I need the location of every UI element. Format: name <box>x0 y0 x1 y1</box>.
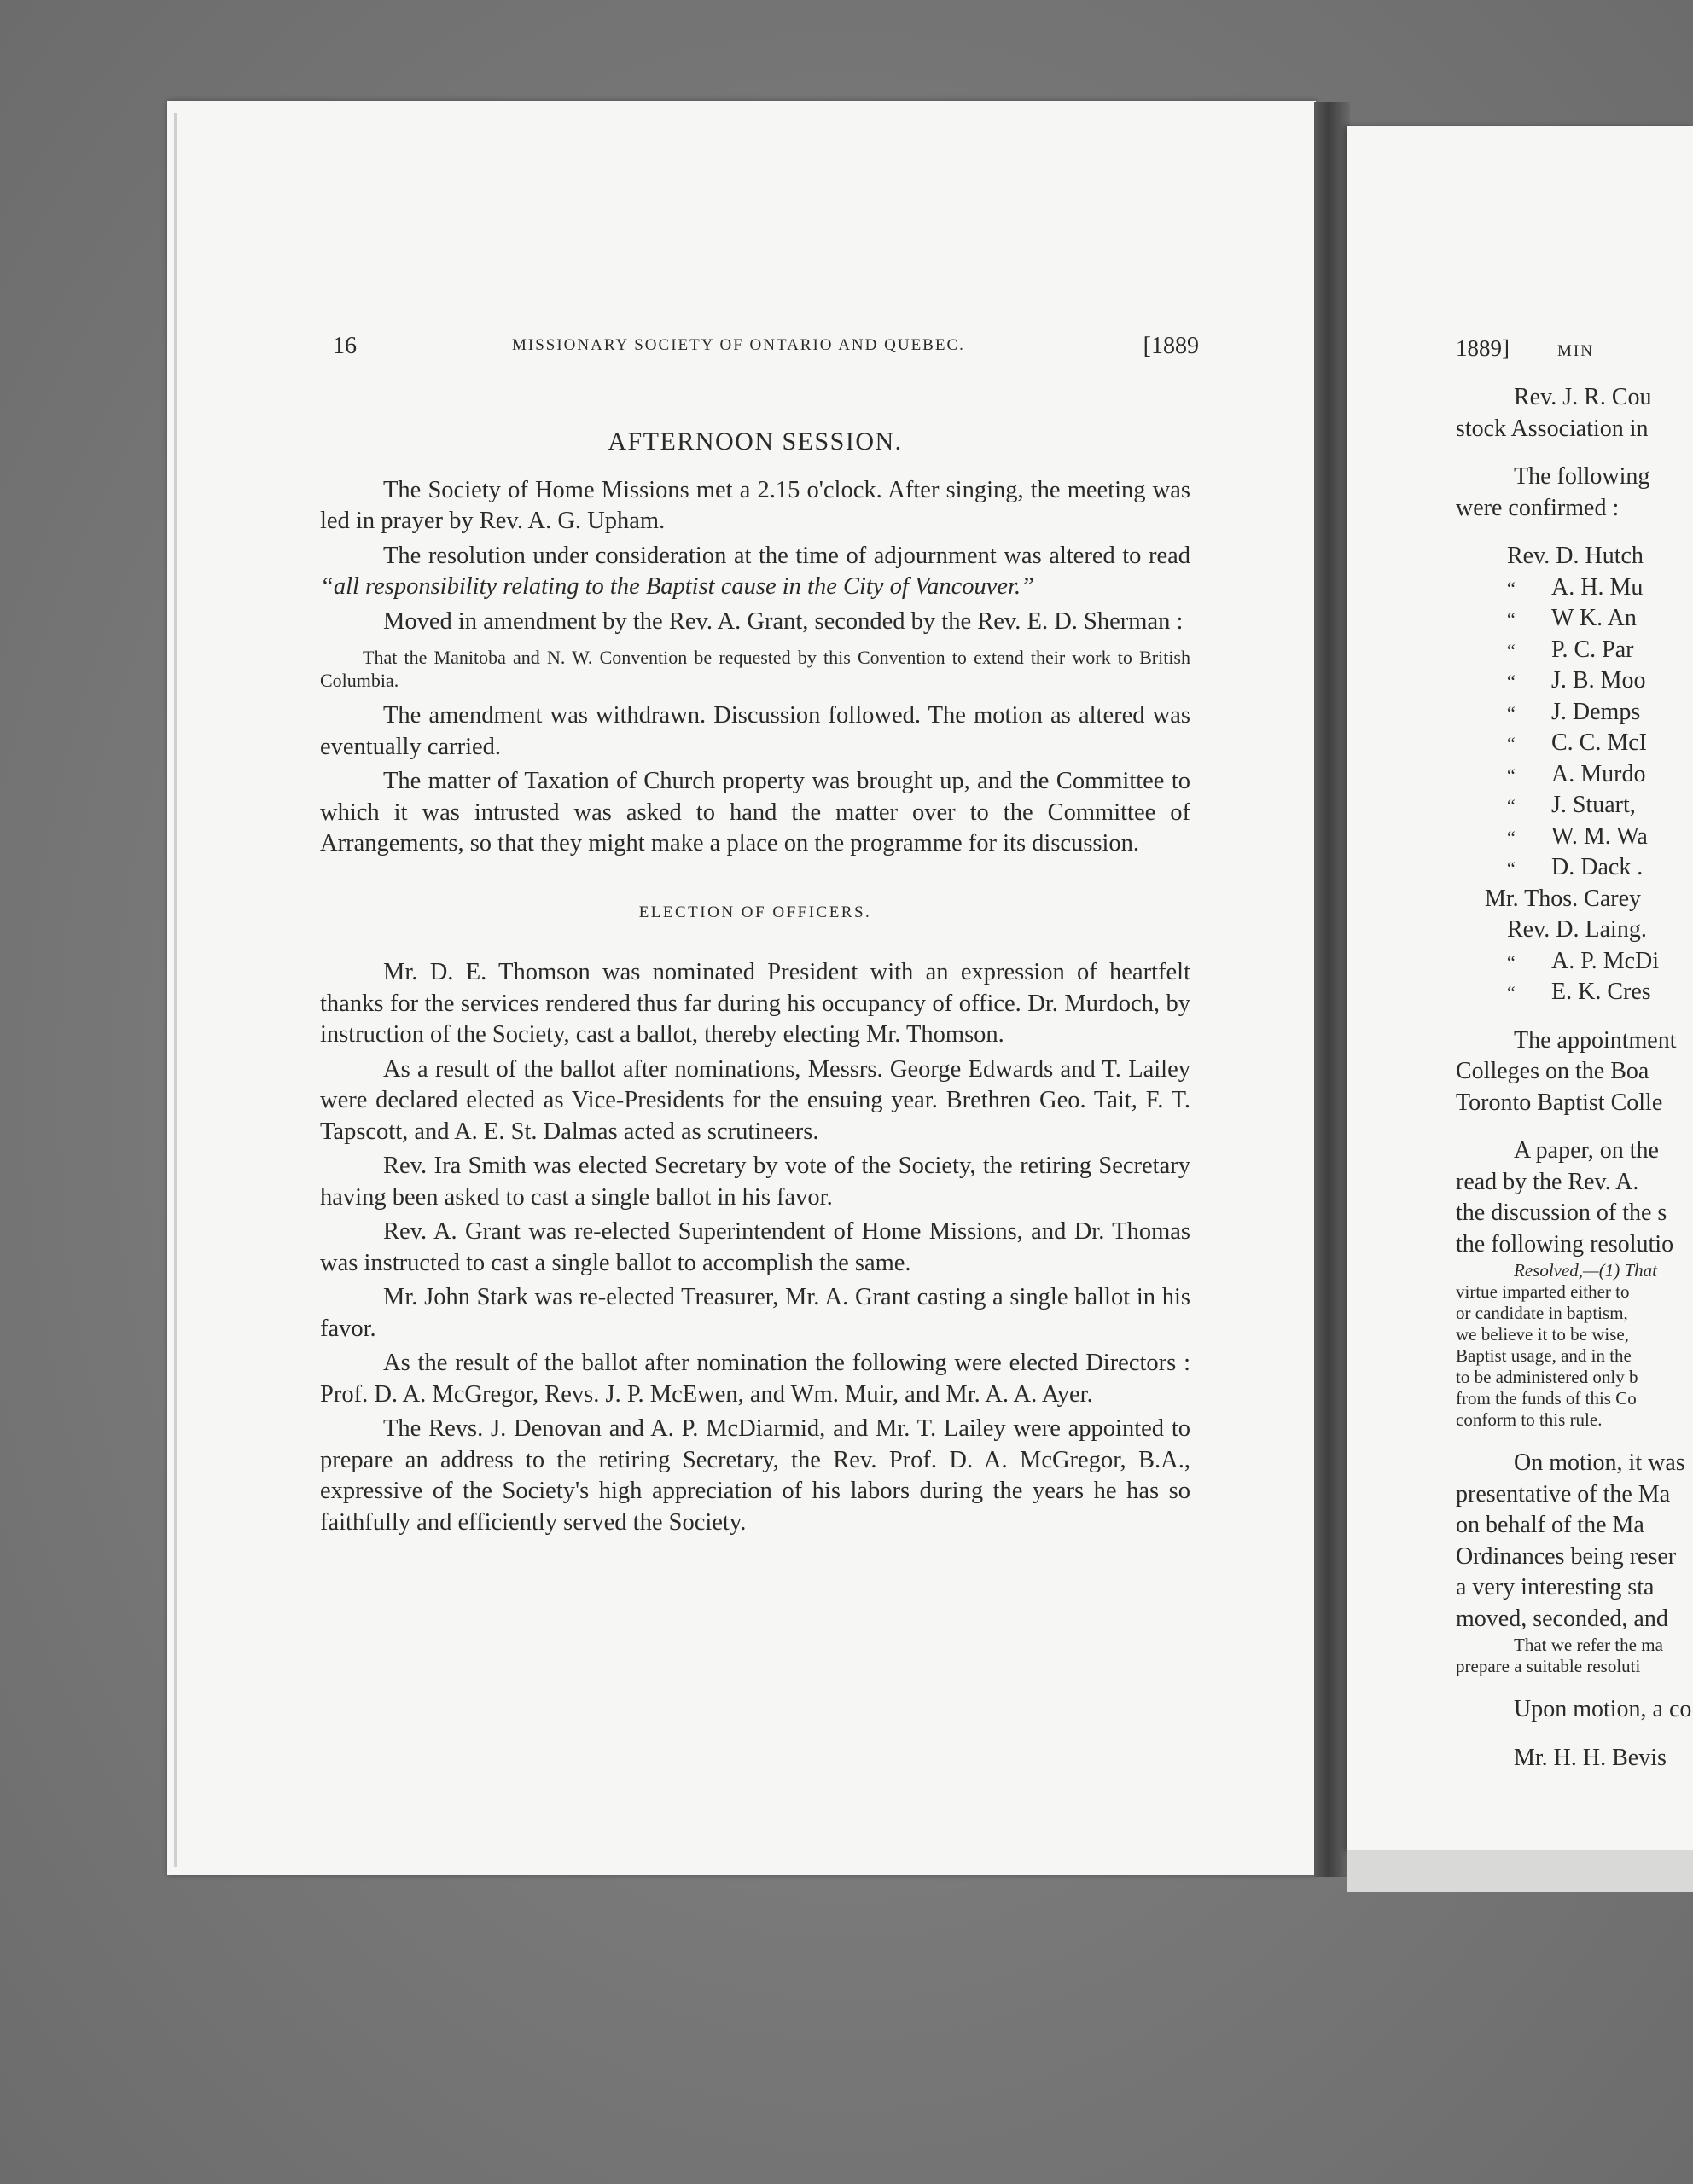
book-spine <box>1314 102 1350 1877</box>
text-line: Toronto Baptist Colle <box>1456 1089 1663 1116</box>
text-line: prepare a suitable resoluti <box>1456 1656 1641 1676</box>
list-item <box>1456 852 1693 884</box>
section-heading: ELECTION OF OFFICERS. <box>638 903 872 921</box>
ditto-mark: “ <box>1507 826 1516 848</box>
list-item <box>1456 759 1693 791</box>
text-line: to be administered only b <box>1456 1367 1638 1387</box>
ditto-mark: “ <box>1507 608 1516 630</box>
left-running-head <box>333 333 1199 367</box>
ditto-mark: “ <box>1507 982 1516 1003</box>
list-item: Rev. D. Laing. <box>1507 916 1647 943</box>
text-line: Baptist usage, and in the <box>1456 1345 1632 1366</box>
text-line: a very interesting sta <box>1456 1574 1655 1600</box>
right-running-head <box>1456 333 1693 365</box>
right-running-title: MIN <box>1557 342 1594 360</box>
list-item: Rev. D. Hutch <box>1507 543 1644 569</box>
ditto-mark: “ <box>1507 764 1516 786</box>
text-line: the following resolutio <box>1456 1230 1674 1258</box>
text-line: stock Association in <box>1456 415 1649 442</box>
ditto-mark: “ <box>1507 795 1516 816</box>
page-edge <box>1347 1850 1693 1892</box>
paragraph-amendment: Moved in amendment by the Rev. A. Grant, seconded by the Rev. E. D. Sherman : <box>383 607 1184 635</box>
text-line: the discussion of the s <box>1456 1199 1667 1226</box>
paragraph-president: Mr. D. E. Thomson was nominated President with an expression of heartfelt thanks for the services rendered thus far during his occupancy of office. Dr. Murdoch, by instruction of the Society, cast a ballot, thereby electing Mr. Thomson. <box>320 959 1190 1048</box>
list-item-name: D. Dack . <box>1551 854 1644 880</box>
list-item-name: A. P. McDi <box>1551 947 1660 974</box>
session-title: AFTERNOON SESSION. <box>608 427 903 456</box>
text-line: Upon motion, a co <box>1514 1696 1692 1722</box>
ditto-mark: “ <box>1507 577 1516 599</box>
running-year: [1889 <box>1143 333 1199 359</box>
list-item-name: J. B. Moo <box>1551 667 1646 694</box>
text-line: on behalf of the Ma <box>1456 1512 1644 1538</box>
list-item: Mr. Thos. Carey <box>1485 885 1642 912</box>
paragraph-directors: As the result of the ballot after nomination the following were elected Directors : Prof. D. A. McGregor, Revs. J. P. McEwen, and Wm. Muir, and Mr. A. A. Ayer. <box>320 1350 1190 1408</box>
text-line: from the funds of this Co <box>1456 1388 1637 1409</box>
list-item-name: E. K. Cres <box>1551 979 1651 1005</box>
list-item-name: C. C. McI <box>1551 729 1647 756</box>
paragraph-address: The Revs. J. Denovan and A. P. McDiarmid, and Mr. T. Lailey were appointed to prepare an address to the retiring Secretary, the Rev. Prof. D. A. McGregor, B.A., expressive of the Society's high appreciation of his labors during the years he has so faithfully and efficiently served the Society. <box>320 1415 1190 1536</box>
text-line: read by the Rev. A. <box>1456 1168 1639 1195</box>
ditto-mark: “ <box>1507 857 1516 879</box>
text-line: conform to this rule. <box>1456 1409 1603 1430</box>
list-item-name: J. Demps <box>1551 698 1641 725</box>
list-item <box>1456 603 1693 635</box>
paragraph-superintendent: Rev. A. Grant was re-elected Superintendent of Home Missions, and Dr. Thomas was instructed to cast a single ballot to accomplish the same. <box>320 1218 1190 1276</box>
list-item-name: W. M. Wa <box>1551 822 1648 850</box>
text-line: moved, seconded, and <box>1456 1605 1668 1632</box>
list-item <box>1456 728 1693 759</box>
page-number: 16 <box>333 333 357 359</box>
list-item <box>1456 697 1693 729</box>
list-item-name: A. Murdo <box>1551 760 1646 787</box>
text-line: were confirmed : <box>1456 494 1620 521</box>
text-line: or candidate in baptism, <box>1456 1303 1628 1323</box>
text-line: presentative of the Ma <box>1456 1480 1671 1507</box>
amendment-quote: That the Manitoba and N. W. Convention be requested by this Convention to extend their work to British Columbia. <box>320 647 1190 691</box>
text-line: we believe it to be wise, <box>1456 1324 1629 1345</box>
paragraph-taxation: The matter of Taxation of Church property was brought up, and the Committee to which it was intrusted was asked to hand the matter over to the Committee of Arrangements, so that they might make a place on the programme for its discussion. <box>320 768 1190 857</box>
list-item-name: W K. An <box>1551 605 1637 631</box>
text-line: Colleges on the Boa <box>1456 1058 1649 1084</box>
list-item-name: P. C. Par <box>1551 636 1634 663</box>
paragraph-treasurer: Mr. John Stark was re-elected Treasurer, Mr. A. Grant casting a single ballot in his favor. <box>320 1284 1190 1342</box>
text-line: Mr. H. H. Bevis <box>1514 1744 1667 1771</box>
running-title: MISSIONARY SOCIETY OF ONTARIO AND QUEBEC. <box>512 336 965 354</box>
paragraph-secretary: Rev. Ira Smith was elected Secretary by vote of the Society, the retiring Secretary having been asked to cast a single ballot in his favor. <box>320 1153 1190 1211</box>
ditto-mark: “ <box>1507 733 1516 754</box>
text-line: Ordinances being reser <box>1456 1542 1677 1570</box>
paragraph-resolution <box>320 541 1190 603</box>
list-item <box>1456 572 1693 604</box>
list-item <box>1456 665 1693 697</box>
text-line: Rev. J. R. Cou <box>1514 384 1652 410</box>
right-page-text <box>1456 333 1693 1774</box>
text-line: The appointment <box>1514 1026 1677 1054</box>
text-line: A paper, on the <box>1514 1137 1659 1164</box>
paragraph-opening: The Society of Home Missions met a 2.15 o'clock. After singing, the meeting was led in prayer by Rev. A. G. Upham. <box>320 476 1190 534</box>
ditto-mark: “ <box>1507 950 1516 973</box>
right-running-year: 1889] <box>1456 335 1510 361</box>
list-item-name: J. Stuart, <box>1551 792 1636 818</box>
list-item <box>1456 946 1693 978</box>
text-line: The following <box>1514 463 1650 490</box>
list-item <box>1456 822 1693 853</box>
text-line: On motion, it was <box>1514 1449 1685 1476</box>
resolution-text: The resolution under consideration at the time of adjournment was altered to read <box>383 542 1190 569</box>
ditto-mark: “ <box>1507 639 1516 661</box>
list-item-name: A. H. Mu <box>1551 573 1644 601</box>
list-item <box>1456 790 1693 822</box>
text-line: That we refer the ma <box>1514 1635 1663 1655</box>
list-item <box>1456 635 1693 666</box>
ditto-mark: “ <box>1507 701 1516 723</box>
left-page-text <box>320 427 1190 1542</box>
text-line: virtue imparted either to <box>1456 1281 1630 1302</box>
paragraph-vice-presidents: As a result of the ballot after nominations, Messrs. George Edwards and T. Lailey were declared elected as Vice-Presidents for the ensuing year. Brethren Geo. Tait, F. T. Tapscott, and A. E. St. Dalmas acted as scrutineers. <box>320 1055 1190 1145</box>
list-item <box>1456 977 1693 1008</box>
ditto-mark: “ <box>1507 671 1516 692</box>
text-line: Resolved,—(1) That <box>1514 1260 1657 1281</box>
paragraph-withdrawn: The amendment was withdrawn. Discussion followed. The motion as altered was eventually carried. <box>320 702 1190 760</box>
resolution-quote: “all responsibility relating to the Baptist cause in the City of Vancouver.” <box>320 573 1034 600</box>
